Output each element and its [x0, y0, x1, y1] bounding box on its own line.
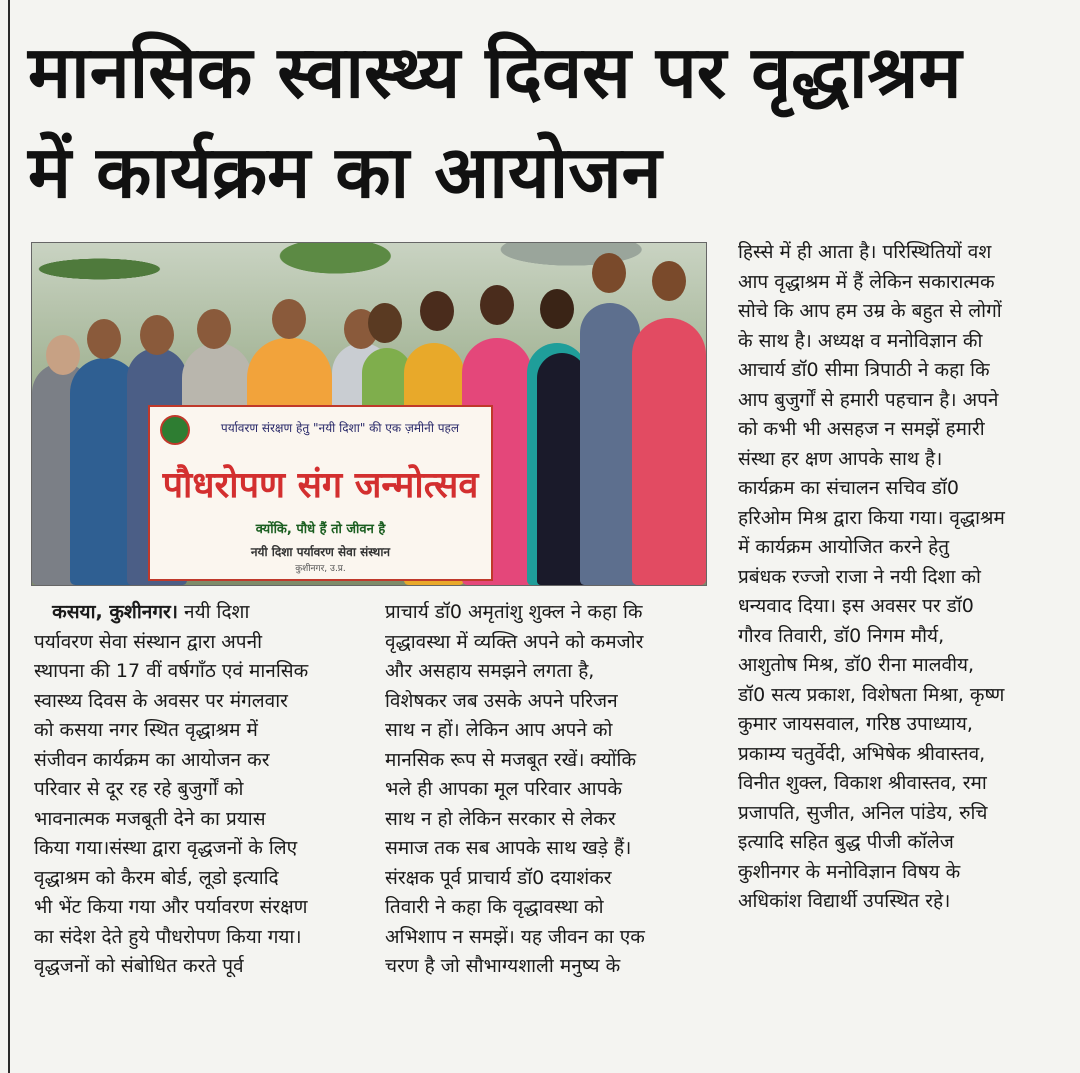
text-line: स्थापना की 17 वीं वर्षगाँठ एवं मानसिक: [34, 660, 309, 682]
text-line: अधिकांश विद्यार्थी उपस्थित रहे।: [738, 890, 951, 912]
text-line: विनीत शुक्ल, विकाश श्रीवास्तव, रमा: [738, 772, 987, 794]
banner-tagline: पर्यावरण संरक्षण हेतु "नयी दिशा" की एक ज़मीनी पहल: [220, 421, 460, 435]
person-head: [540, 289, 574, 329]
text-line: के साथ है। अध्यक्ष व मनोविज्ञान की: [738, 329, 983, 352]
column-1-first-line-text: नयी दिशा: [177, 601, 250, 623]
headline-line-2: में कार्यक्रम का आयोजन: [28, 130, 662, 214]
text-line: में कार्यक्रम आयोजित करने हेतु: [738, 536, 950, 558]
banner-slogan: क्योंकि, पौधे हैं तो जीवन है: [255, 522, 386, 537]
text-line: चरण है जो सौभाग्यशाली मनुष्य के: [385, 955, 621, 977]
text-line: आप बुजुर्गों से हमारी पहचान है। अपने: [738, 388, 999, 411]
article-column-2: [385, 598, 707, 982]
text-line: मानसिक रूप से मजबूत रखें। क्योंकि: [385, 748, 637, 771]
text-line: स्वास्थ्य दिवस के अवसर पर मंगलवार: [34, 689, 288, 712]
text-line: साथ न हों। लेकिन आप अपने को: [385, 719, 613, 741]
text-line: भी भेंट किया गया और पर्यावरण संरक्षण: [34, 896, 308, 918]
text-line: प्रबंधक रज्जो राजा ने नयी दिशा को: [738, 565, 981, 588]
person-figure: [580, 303, 640, 585]
person-figure: [632, 318, 706, 585]
person-head: [368, 303, 402, 343]
text-line: वृद्धाश्रम को कैरम बोर्ड, लूडो इत्यादि: [34, 866, 279, 889]
text-line: सोचे कि आप हम उम्र के बहुत से लोगों: [738, 300, 1002, 322]
text-line: भावनात्मक मजबूती देने का प्रयास: [34, 807, 266, 830]
text-line: को कभी भी असहज न समझें हमारी: [738, 418, 985, 440]
person-head: [652, 261, 686, 301]
text-line: आचार्य डॉ0 सीमा त्रिपाठी ने कहा कि: [738, 359, 990, 381]
text-line: इत्यादि सहित बुद्ध पीजी कॉलेज: [738, 831, 954, 853]
text-line: भले ही आपका मूल परिवार आपके: [385, 778, 622, 800]
left-column-rule: [8, 0, 10, 1073]
text-line: कुमार जायसवाल, गरिष्ठ उपाध्याय,: [738, 713, 973, 735]
text-line: प्रकाम्य चतुर्वेदी, अभिषेक श्रीवास्तव,: [738, 742, 986, 765]
text-line: प्राचार्य डॉ0 अमृतांशु शुक्ल ने कहा कि: [385, 601, 643, 623]
text-line: वृद्धजनों को संबोधित करते पूर्व: [34, 955, 244, 977]
text-line: हिस्से में ही आता है। परिस्थितियों वश: [738, 241, 992, 263]
text-line: धन्यवाद दिया। इस अवसर पर डॉ0: [738, 595, 974, 617]
text-line: संस्था हर क्षण आपके साथ है।: [738, 447, 943, 470]
text-line: साथ न हो लेकिन सरकार से लेकर: [385, 807, 616, 830]
person-head: [420, 291, 454, 331]
text-line: पर्यावरण सेवा संस्थान द्वारा अपनी: [34, 630, 263, 653]
text-line: वृद्धावस्था में व्यक्ति अपने को कमजोर: [385, 630, 644, 653]
text-line: समाज तक सब आपके साथ खड़े हैं।: [385, 837, 632, 859]
dateline: कसया, कुशीनगर।: [52, 601, 178, 623]
text-line: आप वृद्धाश्रम में हैं लेकिन सकारात्मक: [738, 270, 995, 293]
text-line: डॉ0 सत्य प्रकाश, विशेषता मिश्रा, कृष्ण: [738, 683, 1005, 706]
banner-organization: नयी दिशा पर्यावरण सेवा संस्थान: [250, 545, 391, 559]
article-column-1: [34, 598, 356, 982]
text-line: प्रजापति, सुजीत, अनिल पांडेय, रुचि: [738, 801, 988, 824]
banner-address: कुशीनगर, उ.प्र.: [295, 564, 346, 574]
article-column-3: [738, 238, 1064, 917]
org-logo-icon: [160, 415, 190, 445]
person-head: [197, 309, 231, 349]
text-line: और असहाय समझने लगता है,: [385, 660, 595, 682]
text-line: परिवार से दूर रह रहे बुजुर्गों को: [34, 778, 244, 800]
text-line: गौरव तिवारी, डॉ0 निगम मौर्य,: [738, 624, 945, 647]
text-line: संरक्षक पूर्व प्राचार्य डॉ0 दयाशंकर: [385, 866, 612, 889]
headline-line-1: मानसिक स्वास्थ्य दिवस पर वृद्धाश्रम: [28, 30, 962, 114]
text-line: अभिशाप न समझें। यह जीवन का एक: [385, 925, 645, 948]
text-line: को कसया नगर स्थित वृद्धाश्रम में: [34, 719, 258, 741]
event-banner: [148, 405, 493, 581]
person-head: [140, 315, 174, 355]
column-1-first-line: [34, 598, 356, 628]
banner-title: पौधरोपण संग जन्मोत्सव: [162, 465, 479, 506]
text-line: संजीवन कार्यक्रम का आयोजन कर: [34, 748, 270, 771]
text-line: तिवारी ने कहा कि वृद्धावस्था को: [385, 896, 604, 918]
text-line: कार्यक्रम का संचालन सचिव डॉ0: [738, 477, 959, 499]
person-head: [592, 253, 626, 293]
person-head: [272, 299, 306, 339]
text-line: का संदेश देते हुये पौधरोपण किया गया।: [34, 925, 302, 948]
person-head: [480, 285, 514, 325]
person-head: [46, 335, 80, 375]
text-line: विशेषकर जब उसके अपने परिजन: [385, 689, 618, 712]
text-line: हरिओम मिश्र द्वारा किया गया। वृद्धाश्रम: [738, 506, 1005, 529]
person-head: [87, 319, 121, 359]
text-line: कुशीनगर के मनोविज्ञान विषय के: [738, 860, 961, 883]
text-line: आशुतोष मिश्र, डॉ0 रीना मालवीय,: [738, 654, 975, 676]
headline: [28, 22, 1063, 222]
text-line: किया गया।संस्था द्वारा वृद्धजनों के लिए: [34, 837, 298, 859]
